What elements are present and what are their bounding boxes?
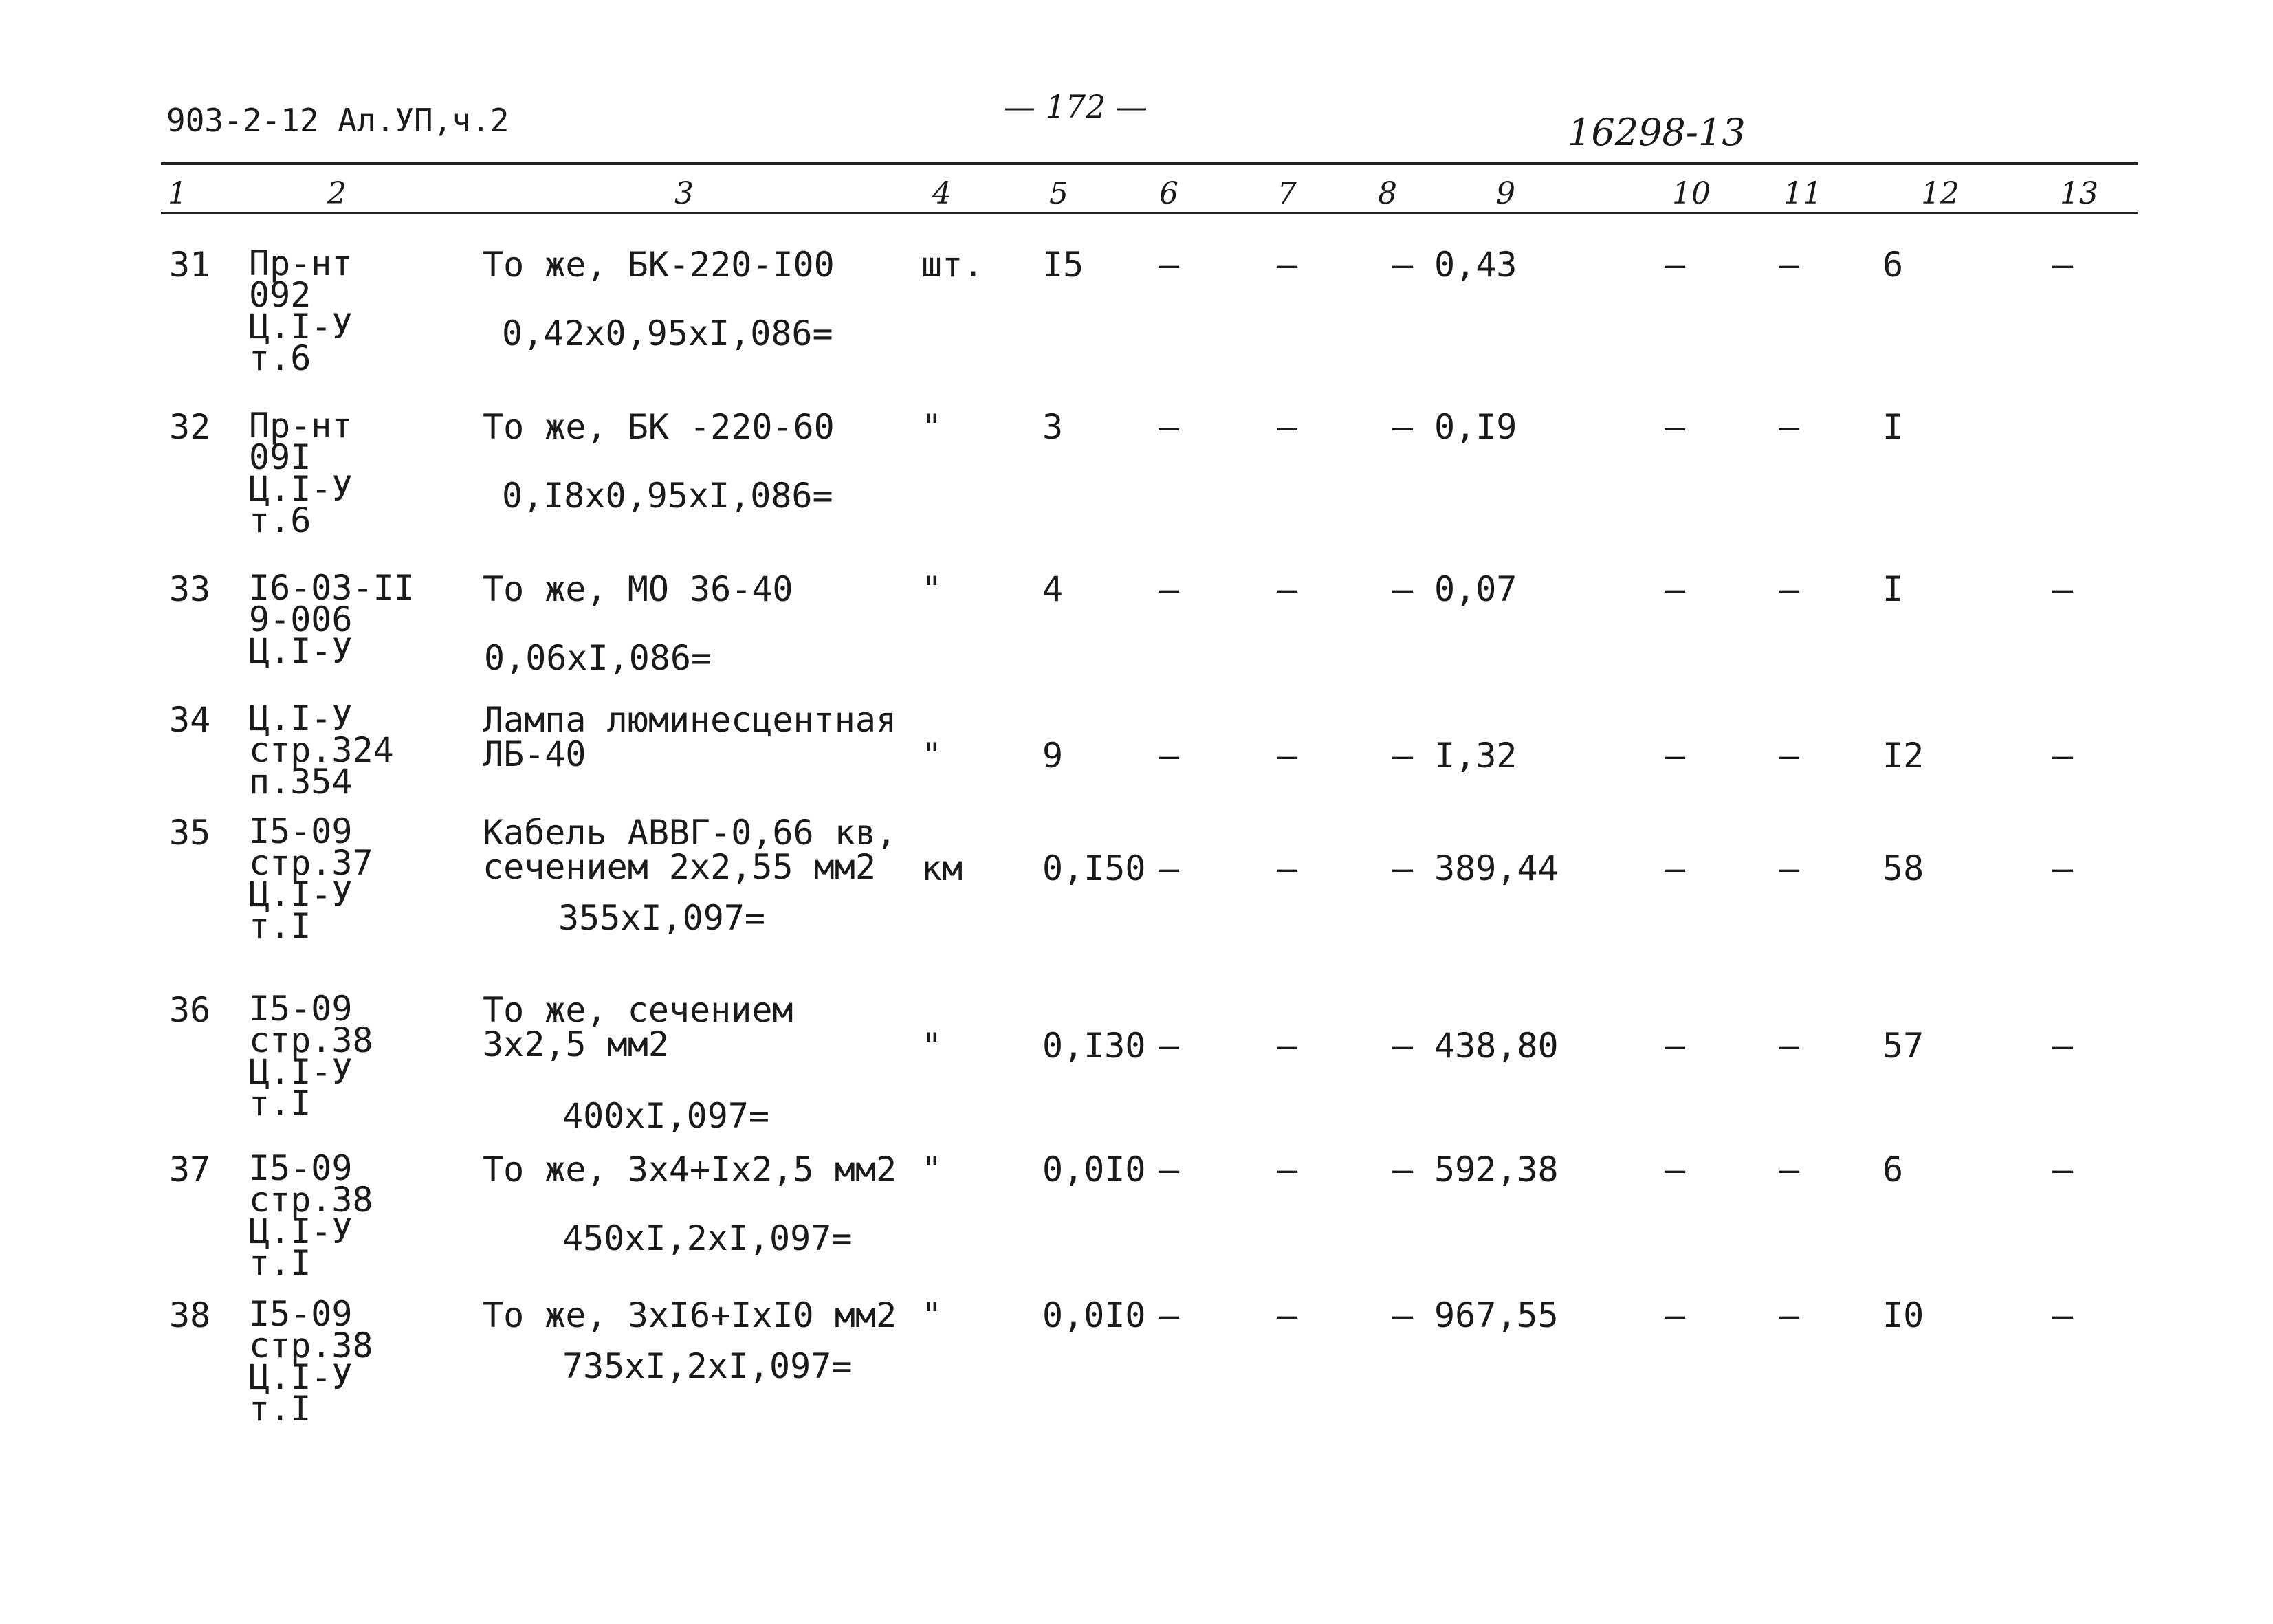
column-6-value: – bbox=[1158, 569, 1180, 609]
price-code-line: стр.38 bbox=[249, 1326, 373, 1365]
price-code bbox=[249, 243, 353, 378]
price-calculation: 0,06xI,086= bbox=[484, 638, 712, 678]
column-number-9: 9 bbox=[1496, 176, 1515, 211]
column-10-value: – bbox=[1664, 1026, 1686, 1066]
row-number: 36 bbox=[169, 990, 211, 1030]
item-description-line: То же, 3x4+Ix2,5 мм2 bbox=[483, 1150, 897, 1189]
price-code-line: 9-006 bbox=[249, 600, 353, 639]
price-calculation: 0,I8x0,95xI,086= bbox=[502, 476, 833, 516]
row-number: 35 bbox=[169, 813, 211, 853]
price-code-line: т.I bbox=[249, 1389, 311, 1429]
price-code-line: стр.37 bbox=[249, 843, 373, 883]
quantity: 9 bbox=[1042, 736, 1064, 776]
quantity: 0,I50 bbox=[1042, 848, 1146, 888]
price-code-line: Ц.I-У bbox=[249, 631, 353, 671]
item-description bbox=[483, 813, 897, 887]
price-code-line: т.I bbox=[249, 1084, 311, 1123]
unit-price: 592,38 bbox=[1434, 1150, 1559, 1189]
unit-price: 967,55 bbox=[1434, 1295, 1559, 1335]
item-description bbox=[483, 245, 835, 285]
unit: " bbox=[921, 736, 943, 776]
column-7-value: – bbox=[1276, 1295, 1298, 1335]
sheet-code: 16298-13 bbox=[1568, 111, 1746, 154]
item-description-line: То же, МО 36-40 bbox=[483, 569, 793, 609]
item-description bbox=[483, 700, 897, 774]
price-code bbox=[249, 568, 415, 671]
column-number-3: 3 bbox=[674, 176, 694, 211]
column-7-value: – bbox=[1276, 1150, 1298, 1189]
column-number-11: 11 bbox=[1783, 176, 1822, 211]
total-cost: 58 bbox=[1882, 848, 1924, 888]
column-13-value: – bbox=[2052, 1026, 2074, 1066]
price-code-line: 092 bbox=[249, 275, 311, 315]
column-13-value: – bbox=[2052, 736, 2074, 776]
row-number: 37 bbox=[169, 1150, 211, 1189]
price-code-line: I5-09 bbox=[249, 811, 353, 851]
unit-price: 0,07 bbox=[1434, 569, 1517, 609]
item-description bbox=[483, 1295, 897, 1335]
price-code-line: I5-09 bbox=[249, 989, 353, 1029]
price-code-line: п.354 bbox=[249, 762, 353, 802]
total-cost: 6 bbox=[1882, 245, 1904, 285]
total-cost: I bbox=[1882, 407, 1904, 447]
column-7-value: – bbox=[1276, 736, 1298, 776]
price-code-line: Ц.I-У bbox=[249, 875, 353, 914]
item-description-line: То же, БК-220-I00 bbox=[483, 245, 835, 285]
column-7-value: – bbox=[1276, 245, 1298, 285]
price-code-line: I5-09 bbox=[249, 1294, 353, 1334]
item-description-line: То же, 3xI6+IxI0 мм2 bbox=[483, 1295, 897, 1335]
price-code-line: Ц.I-У bbox=[249, 469, 353, 509]
price-code-line: стр.38 bbox=[249, 1180, 373, 1220]
row-number: 38 bbox=[169, 1295, 211, 1335]
column-8-value: – bbox=[1392, 736, 1414, 776]
column-8-value: – bbox=[1392, 1150, 1414, 1189]
quantity: I5 bbox=[1042, 245, 1084, 285]
column-13-value: – bbox=[2052, 569, 2074, 609]
unit-price: 0,I9 bbox=[1434, 407, 1517, 447]
column-8-value: – bbox=[1392, 245, 1414, 285]
column-number-2: 2 bbox=[327, 176, 347, 211]
price-calculation: 735xI,2xI,097= bbox=[562, 1346, 853, 1386]
unit: " bbox=[921, 407, 943, 447]
item-description-line: Кабель АВВГ-0,66 кв, bbox=[483, 813, 897, 853]
column-7-value: – bbox=[1276, 848, 1298, 888]
column-11-value: – bbox=[1778, 407, 1800, 447]
price-calculation: 0,42x0,95xI,086= bbox=[502, 314, 833, 353]
row-number: 32 bbox=[169, 407, 211, 447]
quantity: 0,0I0 bbox=[1042, 1150, 1146, 1189]
total-cost: 57 bbox=[1882, 1026, 1924, 1066]
item-description-line: То же, БК -220-60 bbox=[483, 407, 835, 447]
column-7-value: – bbox=[1276, 1026, 1298, 1066]
column-number-10: 10 bbox=[1672, 176, 1711, 211]
price-code bbox=[249, 1294, 373, 1429]
column-8-value: – bbox=[1392, 569, 1414, 609]
column-7-value: – bbox=[1276, 407, 1298, 447]
column-6-value: – bbox=[1158, 407, 1180, 447]
price-code-line: 09I bbox=[249, 437, 311, 477]
price-code-line: т.6 bbox=[249, 501, 311, 540]
column-10-value: – bbox=[1664, 1295, 1686, 1335]
item-description-line: 3x2,5 мм2 bbox=[483, 1024, 669, 1064]
unit-price: 438,80 bbox=[1434, 1026, 1559, 1066]
column-number-13: 13 bbox=[2060, 176, 2098, 211]
price-code-line: Пр-нт bbox=[249, 406, 353, 446]
column-number-6: 6 bbox=[1159, 176, 1178, 211]
column-7-value: – bbox=[1276, 569, 1298, 609]
unit: " bbox=[921, 1026, 943, 1066]
price-code-line: т.I bbox=[249, 906, 311, 946]
item-description-line: То же, сечением bbox=[483, 990, 793, 1030]
column-number-7: 7 bbox=[1277, 176, 1297, 211]
column-8-value: – bbox=[1392, 407, 1414, 447]
header-bottom-rule bbox=[161, 212, 2138, 214]
price-code bbox=[249, 699, 394, 802]
price-code-line: т.6 bbox=[249, 338, 311, 378]
unit-price: 0,43 bbox=[1434, 245, 1517, 285]
price-code bbox=[249, 1148, 373, 1283]
unit-price: 389,44 bbox=[1434, 848, 1559, 888]
unit-price: I,32 bbox=[1434, 736, 1517, 776]
item-description bbox=[483, 1152, 897, 1187]
column-8-value: – bbox=[1392, 1295, 1414, 1335]
quantity: 0,0I0 bbox=[1042, 1295, 1146, 1335]
column-6-value: – bbox=[1158, 1295, 1180, 1335]
unit: шт. bbox=[921, 245, 984, 285]
column-11-value: – bbox=[1778, 1150, 1800, 1189]
total-cost: I0 bbox=[1882, 1295, 1924, 1335]
column-number-5: 5 bbox=[1049, 176, 1068, 211]
column-13-value: – bbox=[2052, 848, 2074, 888]
column-10-value: – bbox=[1664, 736, 1686, 776]
unit: км bbox=[921, 848, 963, 888]
total-cost: I2 bbox=[1882, 736, 1924, 776]
column-10-value: – bbox=[1664, 407, 1686, 447]
header-top-rule bbox=[161, 162, 2138, 165]
price-code-line: т.I bbox=[249, 1243, 311, 1283]
unit: " bbox=[921, 1295, 943, 1335]
item-description bbox=[483, 407, 835, 447]
price-code-line: Пр-нт bbox=[249, 243, 353, 283]
column-10-value: – bbox=[1664, 848, 1686, 888]
price-code-line: Ц.I-У bbox=[249, 1357, 353, 1397]
row-number: 34 bbox=[169, 700, 211, 740]
column-11-value: – bbox=[1778, 1026, 1800, 1066]
price-code bbox=[249, 811, 373, 946]
item-description-line: сечением 2x2,55 мм2 bbox=[483, 847, 876, 887]
unit: " bbox=[921, 569, 943, 609]
column-10-value: – bbox=[1664, 1150, 1686, 1189]
price-code-line: Ц.I-У bbox=[249, 1052, 353, 1092]
column-number-1: 1 bbox=[168, 176, 187, 211]
column-11-value: – bbox=[1778, 848, 1800, 888]
unit: " bbox=[921, 1150, 943, 1189]
total-cost: 6 bbox=[1882, 1150, 1904, 1189]
price-code-line: стр.38 bbox=[249, 1020, 373, 1060]
price-code bbox=[249, 989, 373, 1123]
column-11-value: – bbox=[1778, 736, 1800, 776]
column-13-value: – bbox=[2052, 245, 2074, 285]
page-number: — 172 — bbox=[1004, 88, 1148, 125]
column-6-value: – bbox=[1158, 1150, 1180, 1189]
quantity: 4 bbox=[1042, 569, 1064, 609]
price-code-line: I6-03-II bbox=[249, 568, 415, 608]
price-calculation: 400xI,097= bbox=[562, 1096, 770, 1136]
column-number-12: 12 bbox=[1921, 176, 1959, 211]
row-number: 31 bbox=[169, 245, 211, 285]
column-8-value: – bbox=[1392, 848, 1414, 888]
column-6-value: – bbox=[1158, 848, 1180, 888]
item-description-line: Лампа люминесцентная bbox=[483, 700, 897, 740]
column-11-value: – bbox=[1778, 1295, 1800, 1335]
column-number-4: 4 bbox=[932, 176, 952, 211]
quantity: 3 bbox=[1042, 407, 1064, 447]
column-13-value: – bbox=[2052, 1150, 2074, 1189]
column-6-value: – bbox=[1158, 245, 1180, 285]
column-6-value: – bbox=[1158, 736, 1180, 776]
item-description-line: ЛБ-40 bbox=[483, 734, 586, 774]
price-code-line: I5-09 bbox=[249, 1148, 353, 1188]
column-11-value: – bbox=[1778, 245, 1800, 285]
column-10-value: – bbox=[1664, 569, 1686, 609]
price-code-line: Ц.I-У bbox=[249, 1211, 353, 1251]
price-calculation: 450xI,2xI,097= bbox=[562, 1218, 853, 1258]
price-code-line: стр.324 bbox=[249, 730, 394, 770]
price-calculation: 355xI,097= bbox=[558, 898, 766, 938]
column-11-value: – bbox=[1778, 569, 1800, 609]
column-6-value: – bbox=[1158, 1026, 1180, 1066]
price-code-line: Ц.I-У bbox=[249, 307, 353, 347]
document-code: 903-2-12 Ал.УП,ч.2 bbox=[166, 102, 509, 139]
quantity: 0,I30 bbox=[1042, 1026, 1146, 1066]
price-code-line: Ц.I-У bbox=[249, 699, 353, 738]
column-10-value: – bbox=[1664, 245, 1686, 285]
column-8-value: – bbox=[1392, 1026, 1414, 1066]
item-description bbox=[483, 990, 793, 1064]
price-code bbox=[249, 406, 353, 540]
column-number-8: 8 bbox=[1378, 176, 1397, 211]
row-number: 33 bbox=[169, 569, 211, 609]
total-cost: I bbox=[1882, 569, 1904, 609]
item-description bbox=[483, 569, 793, 609]
column-13-value: – bbox=[2052, 1295, 2074, 1335]
